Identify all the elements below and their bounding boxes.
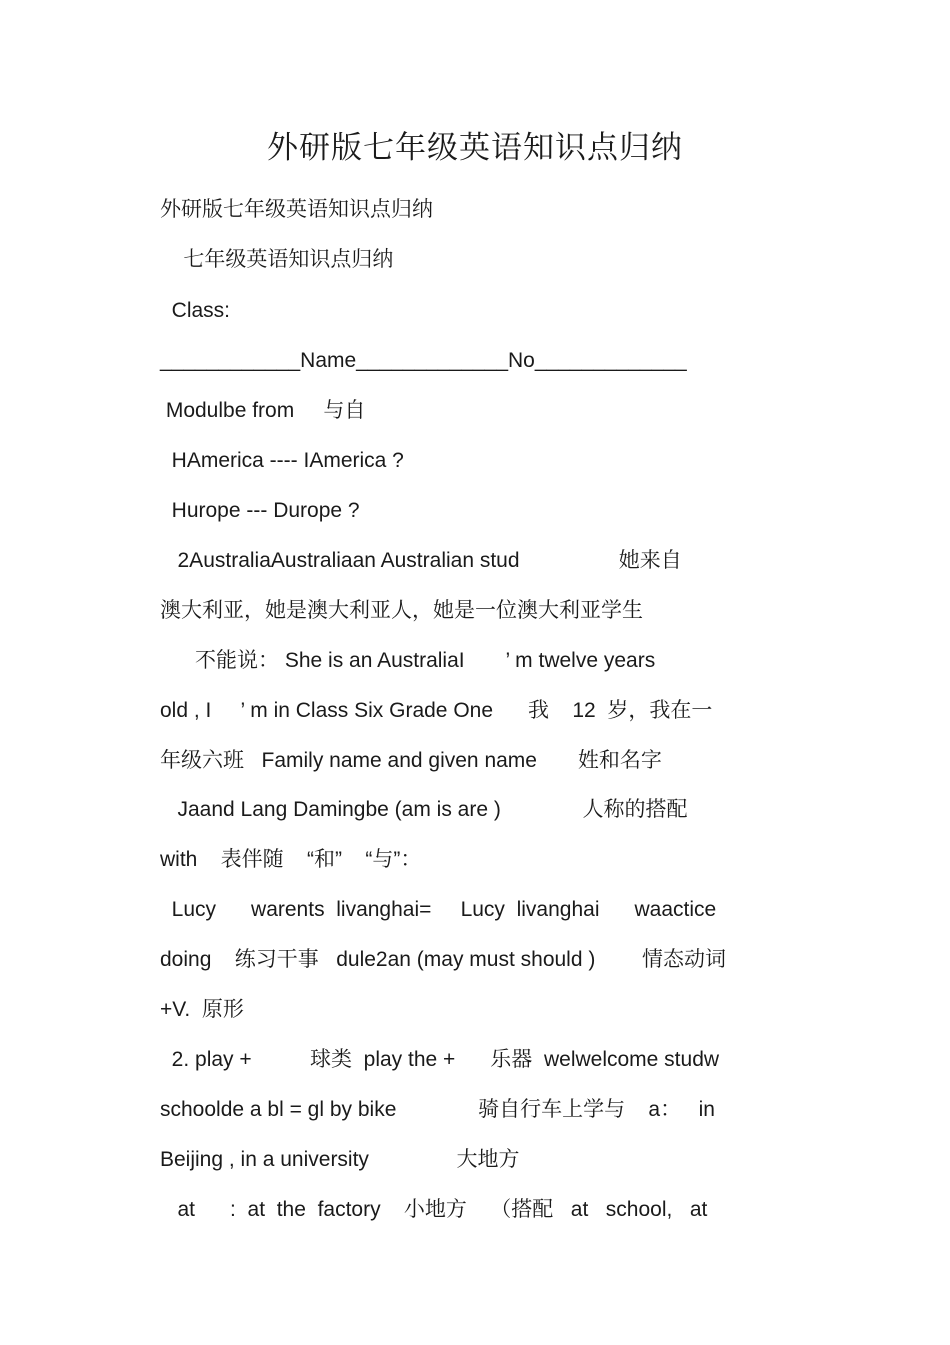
- text-line-4: ____________Name_____________No_____________: [160, 349, 687, 372]
- document-title: 外研版七年级英语知识点归纳: [267, 130, 683, 166]
- text-line-12: 年级六班 Family name and given name 姓和名字: [160, 749, 662, 772]
- text-line-16: doing 练习干事 dule2an (may must should ) 情态动词: [160, 948, 727, 971]
- text-line-11: old , I ’ m in Class Six Grade One 我 12 岁，我在一: [160, 699, 713, 722]
- text-line-6: HAmerica ---- IAmerica ?: [160, 449, 404, 472]
- text-line-10: 不能说： She is an AustraliaI ’ m twelve years: [160, 649, 656, 672]
- text-line-17: +V. 原形: [160, 998, 244, 1021]
- text-line-18: 2. play + 球类 play the + 乐器 welwelcome studw: [160, 1048, 720, 1071]
- text-line-15: Lucy warents livanghai= Lucy livanghai waactice: [160, 898, 717, 921]
- text-line-14: with 表伴随 “和” “与”：: [160, 848, 422, 871]
- text-line-7: Hurope --- Durope ?: [160, 499, 360, 522]
- text-line-13: Jaand Lang Damingbe (am is are ) 人称的搭配: [160, 798, 688, 821]
- text-line-21: at : at the factory 小地方 （搭配 at school, at: [160, 1198, 708, 1221]
- text-line-20: Beijing , in a university 大地方: [160, 1148, 520, 1171]
- text-line-19: schoolde a bl = gl by bike 骑自行车上学与 a： in: [160, 1098, 715, 1121]
- text-line-9: 澳大利亚，她是澳大利亚人，她是一位澳大利亚学生: [160, 599, 643, 622]
- text-line-2: 七年级英语知识点归纳: [160, 248, 394, 271]
- text-line-1: 外研版七年级英语知识点归纳: [160, 198, 433, 221]
- text-line-3: Class:: [160, 299, 231, 322]
- text-line-8: 2AustraliaAustraliaan Australian stud 她来自: [160, 549, 682, 572]
- text-line-5: Modulbe from 与自: [160, 399, 366, 422]
